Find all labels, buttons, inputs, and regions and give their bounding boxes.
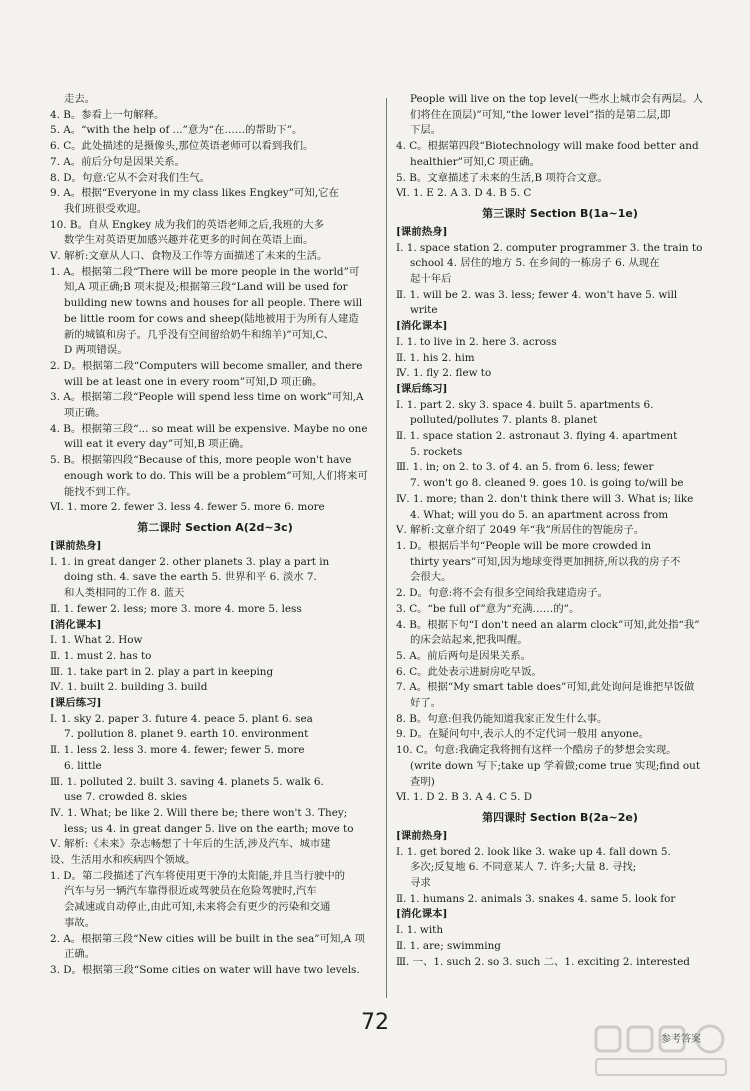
subsection-label: [课前热身] xyxy=(396,225,448,238)
right-line: polluted/pollutes 7. plants 8. planet xyxy=(410,414,598,427)
left-line: enough work to do. This will be a problem”可知,人们将来可 xyxy=(64,469,368,482)
right-line: Ⅵ. 1. E 2. A 3. D 4. B 5. C xyxy=(396,187,532,200)
left-line: 5. A。“with the help of ...”意为“在……的帮助下”。 xyxy=(50,124,303,137)
left-line: Ⅱ. 1. must 2. has to xyxy=(50,649,152,662)
subsection-label: [课后练习] xyxy=(396,382,448,395)
right-line: Ⅰ. 1. get bored 2. look like 3. wake up 4. fall down 5. xyxy=(396,845,671,858)
left-line: Ⅵ. 1. more 2. fewer 3. less 4. fewer 5. more 6. more xyxy=(50,501,325,514)
right-line: Ⅰ. 1. with xyxy=(396,924,444,937)
right-line: 7. won't go 8. cleaned 9. goes 10. is going to/will be xyxy=(410,477,684,490)
right-line: 查明) xyxy=(410,775,435,788)
right-line: Ⅱ. 1. are; swimming xyxy=(396,939,501,952)
right-line: 寻求 xyxy=(410,877,431,890)
right-line: 会很大。 xyxy=(410,571,452,584)
left-line: 汽车与另一辆汽车靠得很近或驾驶员在危险驾驶时,汽车 xyxy=(64,885,317,898)
right-line: 4. What; will you do 5. an apartment across from xyxy=(410,508,669,521)
right-line: 4. B。根据下句“I don't need an alarm clock”可知,此处指“我” xyxy=(396,618,700,631)
left-line: will eat it every day”可知,B 项正确。 xyxy=(64,438,250,451)
watermark-logo xyxy=(592,1021,732,1081)
right-line: Ⅴ. 解析:文章介绍了 2049 年“我”所居住的智能房子。 xyxy=(396,524,645,537)
left-line: Ⅴ. 解析:《未来》杂志畅想了十年后的生活,涉及汽车、城市建 xyxy=(50,838,331,851)
left-line: 7. A。前后分句是因果关系。 xyxy=(50,155,186,168)
subsection-label: [课后练习] xyxy=(50,697,102,710)
right-line: 5. B。文章描述了未来的生活,B 项符合文意。 xyxy=(396,171,608,184)
left-line: 2. A。根据第三段“New cities will be built in the sea”可知,A 项 xyxy=(50,932,365,945)
right-line: school 4. 居住的地方 5. 在乡间的一栋房子 6. 从现在 xyxy=(410,257,660,270)
left-line: Ⅱ. 1. fewer 2. less; more 3. more 4. more 5. less xyxy=(50,602,302,615)
left-line: 走去。 xyxy=(64,93,96,105)
right-line: Ⅱ. 1. his 2. him xyxy=(396,351,475,364)
right-line: 8. B。句意:但我仍能知道我家正发生什么事。 xyxy=(396,712,608,725)
right-line: thirty years”可知,因为地球变得更加拥挤,所以我的房子不 xyxy=(410,555,681,568)
left-line: 和人类相同的工作 8. 蓝天 xyxy=(64,587,185,600)
left-line: 设、生活用水和疾病四个领域。 xyxy=(50,854,196,867)
left-line: 新的城镇和房子。几乎没有空间留给奶牛和绵羊)”可知,C、 xyxy=(64,328,334,341)
subsection-label: [课前热身] xyxy=(50,539,102,552)
right-line: Ⅱ. 1. will be 2. was 3. less; fewer 4. won't have 5. will xyxy=(396,288,678,301)
left-line: 6. C。此处描述的是摄像头,那位英语老师可以看到我们。 xyxy=(50,140,314,153)
right-line: 4. C。根据第四段“Biotechnology will make food better and xyxy=(396,140,699,153)
left-line: 3. A。根据第二段“People will spend less time on work”可知,A xyxy=(50,391,364,404)
left-line: 1. D。第二段描述了汽车将使用更干净的太阳能,并且当行驶中的 xyxy=(50,869,346,882)
left-line: will be at least one in every room”可知,D 项正确。 xyxy=(64,375,323,388)
left-line: Ⅳ. 1. built 2. building 3. build xyxy=(50,681,208,694)
right-line: 多次;反复地 6. 不同意某人 7. 许多;大量 8. 寻找; xyxy=(410,861,637,874)
left-line: 1. A。根据第二段“There will be more people in the world”可 xyxy=(50,265,360,278)
right-line: People will live on the top level(一些水上城市会有两层。人 xyxy=(410,93,704,105)
subsection-label: [消化课本] xyxy=(396,908,448,921)
left-line: 事故。 xyxy=(64,916,96,929)
subsection-label: [消化课本] xyxy=(50,618,102,631)
left-line: Ⅳ. 1. What; be like 2. Will there be; there won't 3. They; xyxy=(50,806,348,819)
left-line: less; us 4. in great danger 5. live on the earth; move to xyxy=(64,822,354,835)
subsection-label: [课前热身] xyxy=(396,829,448,842)
right-line: 9. D。在疑问句中,表示人的不定代词一般用 anyone。 xyxy=(396,728,650,741)
left-line: Ⅰ. 1. What 2. How xyxy=(50,634,143,647)
right-line: 5. A。前后两句是因果关系。 xyxy=(396,649,532,662)
section-heading: 第二课时 Section A(2d~3c) xyxy=(137,520,293,534)
left-line: 会减速或自动停止,由此可知,未来将会有更少的污染和交通 xyxy=(64,901,331,914)
left-line: Ⅲ. 1. take part in 2. play a part in keeping xyxy=(50,665,274,678)
right-line: Ⅳ. 1. fly 2. flew to xyxy=(396,367,492,380)
right-line: Ⅰ. 1. to live in 2. here 3. across xyxy=(396,335,557,348)
left-column xyxy=(50,92,380,979)
left-line: Ⅴ. 解析:文章从人口、食物及工作等方面描述了未来的生活。 xyxy=(50,250,328,263)
right-line: 好了。 xyxy=(410,697,442,710)
subsection-label: [消化课本] xyxy=(396,320,448,333)
left-line: building new towns and houses for all people. There will xyxy=(64,297,363,310)
left-line: 数学生对英语更加感兴趣并花更多的时间在英语上面。 xyxy=(64,234,314,247)
right-line: Ⅱ. 1. space station 2. astronaut 3. flying 4. apartment xyxy=(396,430,678,443)
right-line: 1. D。根据后半句“People will be more crowded in xyxy=(396,539,652,552)
left-line: 项正确。 xyxy=(64,407,106,420)
left-line: 4. B。参看上一句解释。 xyxy=(50,108,165,121)
right-line: Ⅲ. 一、1. such 2. so 3. such 二、1. exciting 2. interested xyxy=(396,955,690,968)
left-line: be little room for cows and sheep(陆地被用于为所有人建造 xyxy=(64,312,359,325)
left-line: 知,A 项正确;B 项末提及;根据第三段“Land will be used for xyxy=(64,281,348,294)
right-line: 7. A。根据“My smart table does”可知,此处询问是谁把早饭做 xyxy=(396,681,695,694)
left-line: D 两项错误。 xyxy=(64,344,128,357)
column-divider xyxy=(386,98,387,998)
right-line: Ⅰ. 1. space station 2. computer programmer 3. the train to xyxy=(396,241,703,254)
section-heading: 第三课时 Section B(1a~1e) xyxy=(482,206,638,220)
right-line: Ⅰ. 1. part 2. sky 3. space 4. built 5. apartments 6. xyxy=(396,398,654,411)
left-line: 3. D。根据第三段“Some cities on water will have two levels. xyxy=(50,963,360,976)
right-line: 2. D。句意:将不会有很多空间给我建造房子。 xyxy=(396,587,609,600)
left-line: 6. little xyxy=(64,759,102,772)
left-line: 7. pollution 8. planet 9. earth 10. environment xyxy=(64,728,309,741)
left-line: 能找不到工作。 xyxy=(64,485,137,498)
right-line: 5. rockets xyxy=(410,445,463,458)
left-line: 我们班很受欢迎。 xyxy=(64,202,148,215)
right-line: 们将住在顶层)”可知,“the lower level”指的是第二层,即 xyxy=(410,108,671,121)
right-line: Ⅵ. 1. D 2. B 3. A 4. C 5. D xyxy=(396,791,533,804)
footer-label: 参考答案 xyxy=(661,1034,701,1045)
left-line: 9. A。根据“Everyone in my class likes Engkey”可知,它在 xyxy=(50,187,339,200)
right-line: healthier”可知,C 项正确。 xyxy=(410,155,540,168)
right-line: 起十年后 xyxy=(410,273,452,286)
left-line: Ⅰ. 1. sky 2. paper 3. future 4. peace 5. plant 6. sea xyxy=(50,712,313,725)
right-line: (write down 写下;take up 学着做;come true 实现;find out xyxy=(410,759,701,772)
left-line: 8. D。句意:它从不会对我们生气。 xyxy=(50,171,211,184)
right-line: 10. C。句意:我确定我将拥有这样一个酷房子的梦想会实现。 xyxy=(396,744,677,757)
left-line: doing sth. 4. save the earth 5. 世界和平 6. 淡水 7. xyxy=(64,571,317,584)
left-line: Ⅰ. 1. in great danger 2. other planets 3. play a part in xyxy=(50,555,330,568)
left-line: 5. B。根据第四段“Because of this, more people won't have xyxy=(50,454,352,467)
left-line: 正确。 xyxy=(64,948,96,961)
right-column xyxy=(396,92,724,970)
right-line: Ⅲ. 1. in; on 2. to 3. of 4. an 5. from 6. less; fewer xyxy=(396,461,654,474)
left-line: 2. D。根据第二段“Computers will become smaller, and there xyxy=(50,359,363,372)
right-line: Ⅱ. 1. humans 2. animals 3. snakes 4. same 5. look for xyxy=(396,892,676,905)
left-line: Ⅲ. 1. polluted 2. built 3. saving 4. planets 5. walk 6. xyxy=(50,775,324,788)
section-heading: 第四课时 Section B(2a~2e) xyxy=(482,810,638,824)
left-line: 4. B。根据第三段“... so meat will be expensive. Maybe no one xyxy=(50,422,368,435)
right-line: 3. C。“be full of”意为“充满……的”。 xyxy=(396,602,580,615)
right-line: write xyxy=(410,304,438,317)
right-line: 下层。 xyxy=(410,124,442,137)
left-line: Ⅱ. 1. less 2. less 3. more 4. fewer; fewer 5. more xyxy=(50,744,305,757)
right-line: Ⅳ. 1. more; than 2. don't think there will 3. What is; like xyxy=(396,492,694,505)
left-line: 10. B。自从 Engkey 成为我们的英语老师之后,我班的大多 xyxy=(50,218,325,231)
right-line: 6. C。此处表示进厨房吃早饭。 xyxy=(396,665,542,678)
page-number: 72 xyxy=(361,1010,389,1035)
right-line: 的床会站起来,把我叫醒。 xyxy=(410,634,528,647)
left-line: use 7. crowded 8. skies xyxy=(64,791,188,804)
